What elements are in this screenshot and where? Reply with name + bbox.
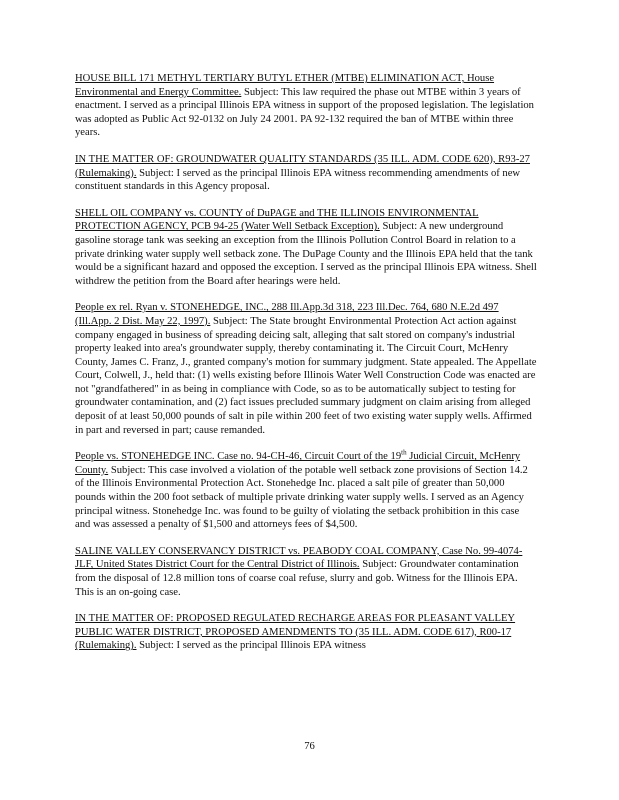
entry-mtbe-elimination-act xyxy=(75,72,537,140)
testimony-list xyxy=(75,72,537,666)
entry-people-v-stonehedge-appellate xyxy=(75,301,537,437)
entry-body: Subject: This case involved a violation of the potable well setback zone provisions of Section 14.2 of the Illinois Environmental Protection Act. Stonehedge Inc. placed a salt pile of greater than 50,000 pounds within the 200 foot setback of multiple private drinking water supply wells. I served as an Agency principal witness. Stonehedge Inc. was found to be guilty of violating the setback prohibition in this case and was assessed a penalty of $1,500 and attorneys fees of $4,500. xyxy=(75,464,528,531)
entry-people-vs-stonehedge-circuit xyxy=(75,450,537,532)
ordinal-suffix: th xyxy=(401,448,407,457)
entry-saline-valley-vs-peabody xyxy=(75,545,537,599)
entry-heading: IN THE MATTER OF: GROUNDWATER QUALITY STANDARDS (35 ILL. ADM. CODE 620), R93-27 (Rulemaking). xyxy=(75,153,530,179)
entry-body: Subject: This law required the phase out MTBE within 3 years of enactment. I served as a principal Illinois EPA witness in support of the proposed legislation. The legislation was adopted as Public Act 92-0132 on July 24 2001. PA 92-132 required the ban of MTBE within three years. xyxy=(75,86,534,139)
entry-heading: SHELL OIL COMPANY vs. COUNTY of DuPAGE and THE ILLINOIS ENVIRONMENTAL PROTECTION AGENCY, PCB 94-25 (Water Well Setback Exception). xyxy=(75,207,479,233)
entry-heading: IN THE MATTER OF: PROPOSED REGULATED RECHARGE AREAS FOR PLEASANT VALLEY PUBLIC WATER DISTRICT, PROPOSED AMENDMENTS TO (35 ILL. ADM. CODE 617), R00-17 (Rulemaking). xyxy=(75,613,516,652)
page-number: 76 xyxy=(304,741,315,752)
entry-shell-oil-vs-dupage xyxy=(75,207,537,289)
entry-body: Subject: The State brought Environmental Protection Act action against company engaged in business of spreading deicing salt, alleging that salt stored on company's industrial property leaked into area's groundwater supply, thereby contaminating it. The Circuit Court, McHenry County, James C. Franz, J., granted company's motion for summary judgment. State appealed. The Appellate Court, Colwell, J., held that: (1) wells existing before Illinois Water Well Construction Code was enacted are not "grandfathered" in as being in compliance with Code, so as to be automatically subject to testing for groundwater contamination, and (2) fact issues precluded summary judgment on claim arising from alleged deposit of at least 50,000 pounds of salt in pile within 200 feet of two existing water supply wells. Affirmed in part and reversed in part; cause remanded. xyxy=(75,315,537,436)
entry-body: Subject: I served as the principal Illinois EPA witness recommending amendments of new constituent standards in this Agency proposal. xyxy=(75,167,521,193)
entry-groundwater-quality-standards xyxy=(75,153,537,194)
entry-pleasant-valley-recharge-areas xyxy=(75,612,537,653)
entry-heading: HOUSE BILL 171 METHYL TERTIARY BUTYL ETHER (MTBE) ELIMINATION ACT, House Environmental and Energy Committee. xyxy=(75,73,495,98)
entry-heading: People ex rel. Ryan v. STONEHEDGE, INC., 288 Ill.App.3d 318, 223 Ill.Dec. 764, 680 N.E.2d 497 (Ill.App. 2 Dist. May 22, 1997). xyxy=(75,302,499,327)
entry-body: Subject: A new underground gasoline storage tank was seeking an exception from the Illinois Pollution Control Board in relation to a private drinking water supply well setback zone. The DuPage County and the Illinois EPA held that the tank would be a significant hazard and opposed the exception. I served as the principal Illinois EPA witness. Shell withdrew the petition from the Board after hearings were held. xyxy=(75,221,537,287)
entry-body: Subject: Groundwater contamination from the disposal of 12.8 million tons of coarse coal refuse, slurry and gob. Witness for the Illinois EPA. This is an on-going case. xyxy=(75,559,519,598)
entry-heading: SALINE VALLEY CONSERVANCY DISTRICT vs. PEABODY COAL COMPANY, Case No. 99-4074-JLF, United States District Court for the Central District of Illinois. xyxy=(75,545,523,571)
entry-heading-post: Judicial Circuit, McHenry County. xyxy=(75,451,521,476)
entry-body: Subject: I served as the principal Illinois EPA witness xyxy=(139,640,366,652)
entry-heading-pre: People vs. STONEHEDGE INC. Case no. 94-CH-46, Circuit Court of the 19 xyxy=(75,451,402,463)
